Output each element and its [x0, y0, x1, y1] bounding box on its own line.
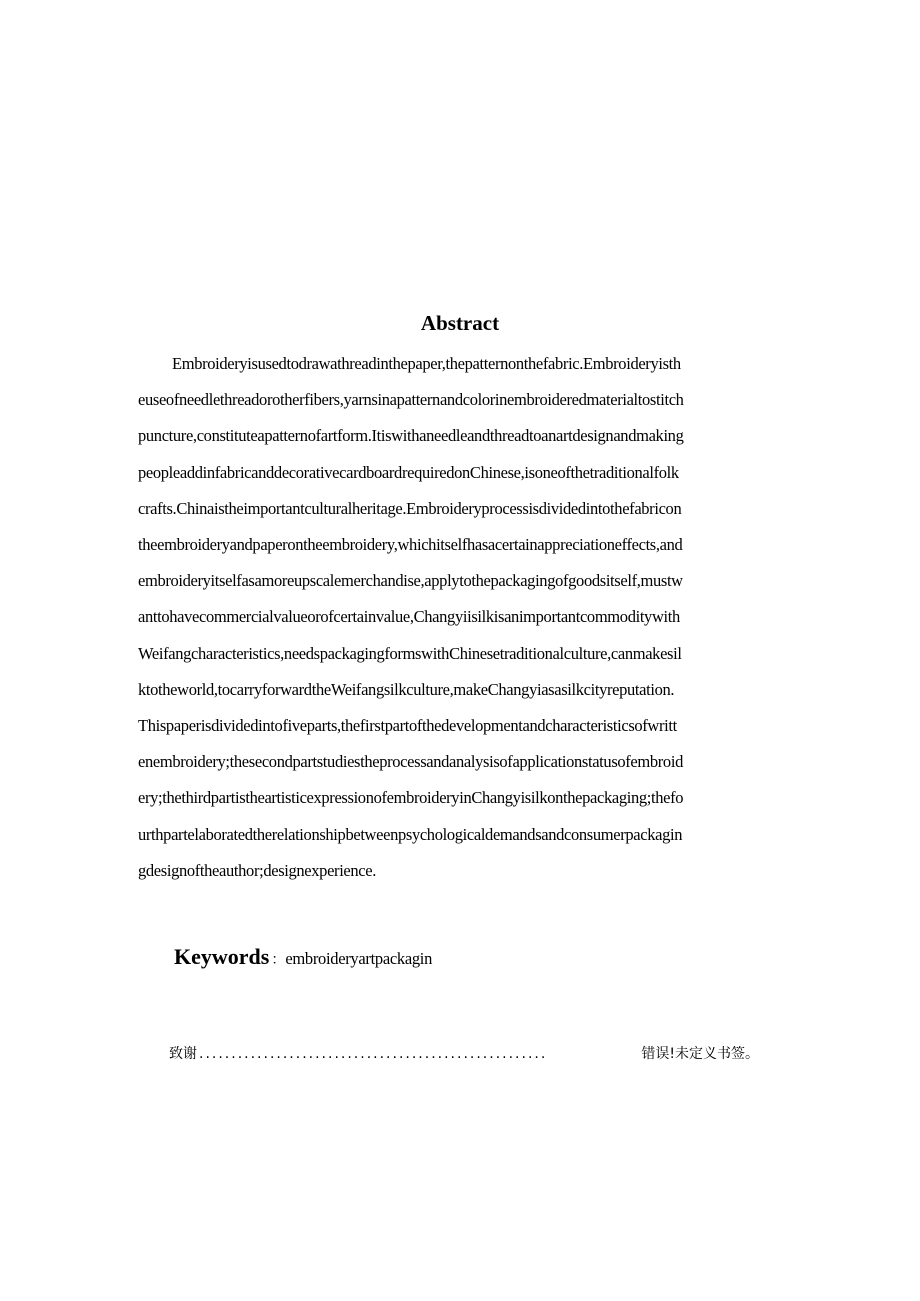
toc-entry-title: 致谢 — [169, 1046, 197, 1062]
abstract-line: theembroideryandpaperontheembroidery,whichitselfhasacertainappreciationeffects,and — [138, 535, 683, 555]
abstract-line: enembroidery;thesecondpartstudiestheprocessandanalysisofapplicationstatusofembroid — [138, 752, 683, 772]
abstract-line: gdesignoftheauthor;designexperience. — [138, 860, 377, 880]
abstract-line: Thispaperisdividedintofiveparts,thefirstpartofthedevelopmentandcharacteristicsofwritt — [138, 716, 677, 736]
keywords-colon: ： — [271, 952, 286, 968]
abstract-line: urthpartelaboratedtherelationshipbetweenpsychologicaldemandsandconsumerpackagin — [138, 824, 683, 844]
abstract-line: ery;thethirdpartistheartisticexpressionofembroideryinChangyisilkonthepackaging;thefo — [138, 788, 684, 808]
abstract-line: anttohavecommercialvalueorofcertainvalue,Changyiisilkisanimportantcommoditywith — [138, 607, 680, 627]
abstract-line: euseofneedlethreadorotherfibers,yarnsinapatternandcolorinembroideredmaterialtostitch — [138, 390, 684, 410]
toc-leader-dots: ...................................................... — [199, 1046, 548, 1062]
keywords-label: Keywords — [174, 944, 270, 969]
abstract-body — [138, 346, 786, 889]
abstract-line: crafts.Chinaistheimportantculturalheritage.Embroideryprocessisdividedintothefabricon — [138, 498, 682, 518]
abstract-line: Weifangcharacteristics,needspackagingformswithChinesetraditionalculture,canmakesil — [138, 643, 682, 663]
toc-page-ref-error: 错误!未定义书签。 — [641, 1046, 759, 1062]
abstract-line: ktotheworld,tocarryforwardtheWeifangsilkculture,makeChangyiasasilkcityreputation. — [138, 679, 675, 699]
abstract-line: puncture,constituteapatternofartform.Itiswithaneedleandthreadtoanartdesignandmaking — [138, 426, 684, 446]
toc-entry-acknowledgements[interactable] — [169, 1043, 759, 1063]
keywords-row — [174, 944, 432, 970]
abstract-line: Embroideryisusedtodrawathreadinthepaper,thepatternonthefabric.Embroideryisth — [172, 354, 681, 373]
abstract-line: embroideryitselfasamoreupscalemerchandise,applytothepackagingofgoodsitself,mustw — [138, 571, 683, 591]
abstract-line: peopleaddinfabricanddecorativecardboardrequiredonChinese,isoneofthetraditionalfolk — [138, 462, 679, 482]
keywords-value: embroideryartpackagin — [285, 949, 433, 968]
abstract-title: Abstract — [420, 311, 500, 335]
